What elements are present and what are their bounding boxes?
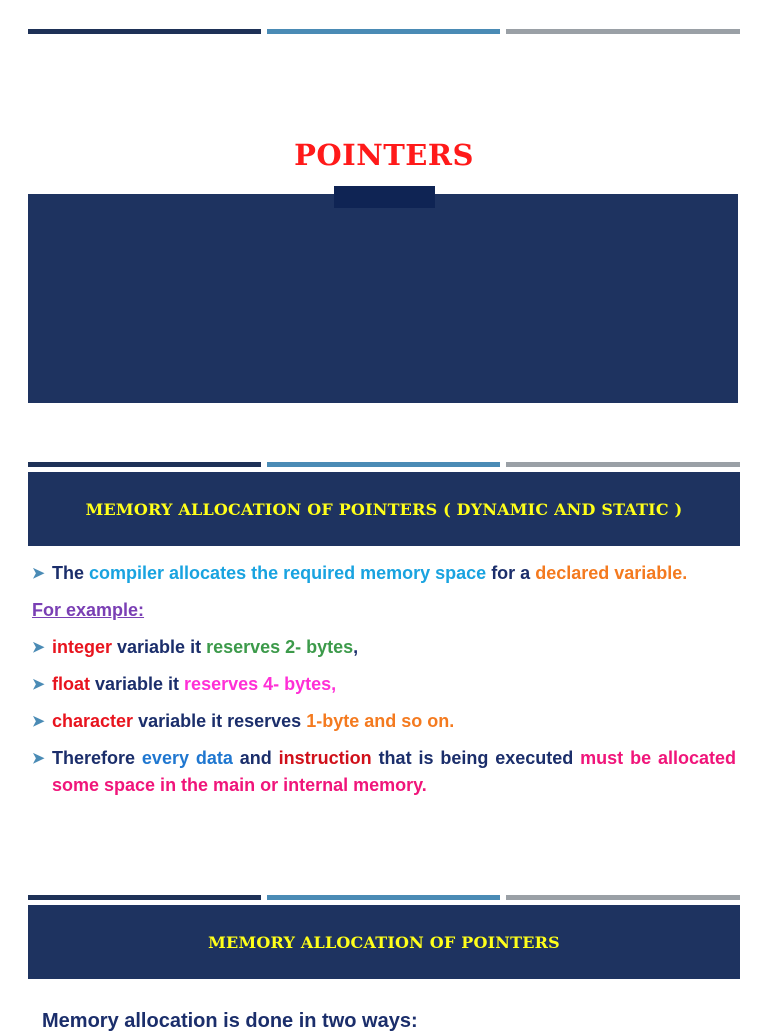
text-span: reserves 4- bytes, — [184, 674, 337, 694]
bullet-integer — [32, 634, 736, 661]
stripe-gray — [506, 462, 740, 467]
text-span: , — [353, 637, 359, 657]
text-span: and — [232, 748, 279, 768]
stripe-blue — [267, 29, 500, 34]
section-stripes — [28, 462, 740, 468]
text-span: must be allocated some space in the main or internal memory. — [52, 748, 736, 795]
bullet-float — [32, 671, 736, 698]
arrow-bullet-icon: ➤ — [32, 565, 45, 582]
stripe-blue — [267, 462, 500, 467]
bullet-therefore — [32, 745, 736, 799]
section-title: MEMORY ALLOCATION OF POINTERS ( DYNAMIC AND STATIC ) — [85, 499, 683, 519]
text-span: for a — [486, 563, 536, 583]
text-span: variable it — [90, 674, 185, 694]
stripe-gray — [506, 895, 740, 900]
top-stripes — [28, 29, 740, 35]
arrow-bullet-icon: ➤ — [32, 713, 45, 730]
text-span: 1-byte and so on. — [306, 711, 455, 731]
section-title: MEMORY ALLOCATION OF POINTERS — [208, 932, 560, 952]
example-label: For example: — [32, 600, 145, 620]
text-span: float — [52, 674, 90, 694]
stripe-navy — [28, 462, 261, 467]
text-span: The — [52, 563, 90, 583]
arrow-bullet-icon: ➤ — [32, 676, 45, 693]
section-stripes — [28, 895, 740, 901]
slide-content — [32, 560, 736, 809]
arrow-bullet-icon: ➤ — [32, 639, 45, 656]
text-span: compiler allocates the required memory space — [89, 563, 487, 583]
text-span: declared variable. — [535, 563, 688, 583]
text-span: instruction — [278, 748, 372, 768]
text-span: variable it reserves — [133, 711, 307, 731]
stripe-navy — [28, 29, 261, 34]
stripe-gray — [506, 29, 740, 34]
text-span: that is being executed — [371, 748, 581, 768]
arrow-bullet-icon: ➤ — [32, 750, 45, 767]
partial-line: Memory allocation is done in two ways: — [42, 1010, 418, 1032]
text-span: every data — [141, 748, 233, 768]
text-span: character — [52, 711, 134, 731]
section-header — [28, 472, 740, 546]
title-tab — [334, 186, 435, 208]
text-span: integer — [52, 637, 113, 657]
stripe-navy — [28, 895, 261, 900]
text-span: variable it — [112, 637, 207, 657]
bullet-character — [32, 708, 736, 735]
section-header — [28, 905, 740, 979]
stripe-blue — [267, 895, 500, 900]
title-band — [28, 194, 738, 403]
text-span: reserves 2- bytes — [206, 637, 354, 657]
bullet-compiler — [32, 560, 736, 587]
text-span: Therefore — [52, 748, 142, 768]
slide-title: POINTERS — [294, 138, 474, 172]
